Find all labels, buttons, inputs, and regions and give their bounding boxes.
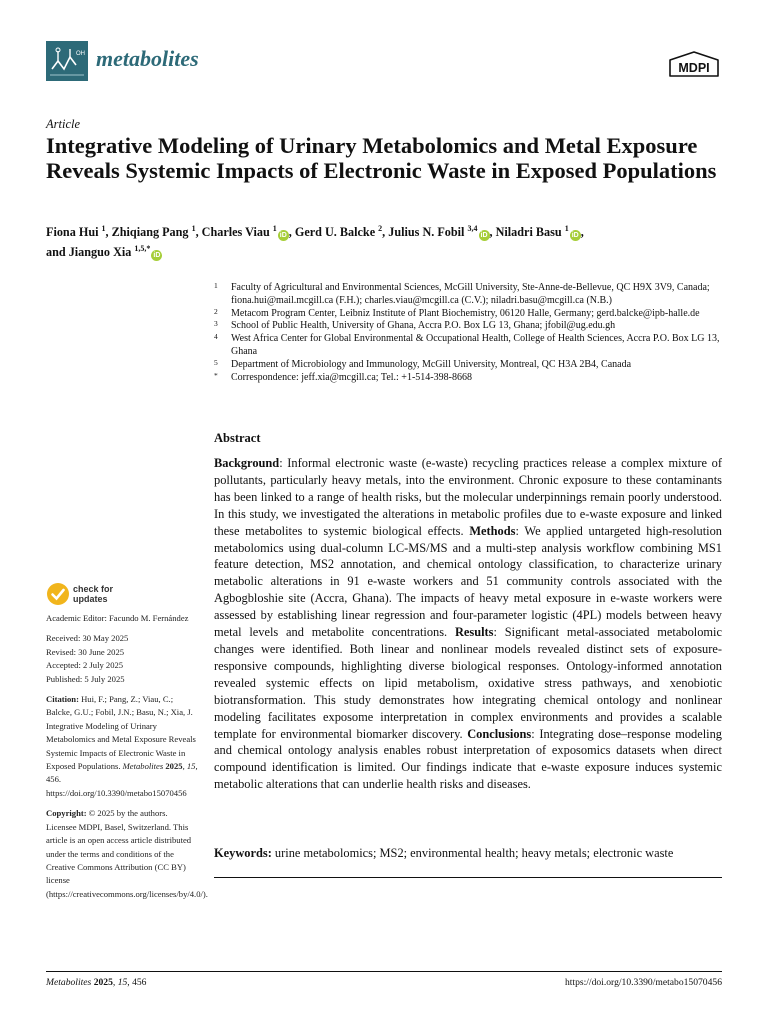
affiliation-item [214, 372, 724, 385]
methods-text: : We applied untargeted high-resolution metabolomics using dual-column LC-MS/MS and a multi-step analysis workflow combining MS1 feature detection, MS2 annotation, and chemical ontology classification, to characterize urinary metabolic alterations in 91 e-waste workers and 51 community controls associated with the Agbogbloshie site (Accra, Ghana). The impacts of heavy metal exposure in e-waste workers were assessed by establishing linear regression and four-parameter logistic (4PL) models between heavy metal levels and metabolite concentrations. [214, 523, 722, 640]
affiliation-item [214, 308, 724, 321]
author [295, 225, 382, 239]
keywords [214, 845, 724, 861]
author-name[interactable]: Gerd U. Balcke [294, 225, 379, 239]
journal-name: metabolites [96, 46, 199, 71]
footer-year: 2025 [91, 977, 113, 988]
paper-title: Integrative Modeling of Urinary Metabolomics and Metal Exposure Reveals Systemic Impacts of Electronic Waste in Exposed Populations [46, 133, 717, 183]
author-name[interactable]: Zhiqiang Pang [111, 225, 192, 239]
author-name[interactable]: Charles Viau [201, 225, 273, 239]
article-type: Article [46, 117, 81, 131]
author-affiliation-mark: 1 [272, 223, 277, 233]
orcid-icon[interactable]: iD [153, 252, 161, 259]
affiliations [214, 282, 724, 384]
author-affiliation-mark: 3,4 [467, 223, 478, 233]
affiliation-text: Faculty of Agricultural and Environmental Sciences, McGill University, Ste-Anne-de-Bellevue, QC H9X 3V9, Canada; fiona.hui@mail.mcgill.ca (F.H.); charles.viau@mcgill.ca (C.V.); niladri.basu@mcgill.ca (N.B.) [231, 282, 710, 306]
footer-divider [46, 971, 722, 972]
background-label: Background [214, 456, 280, 470]
check-updates-icon [46, 582, 70, 606]
author-affiliation-mark: 1 [564, 223, 569, 233]
affiliation-number: 1 [214, 281, 218, 290]
methods-label: Methods [469, 523, 516, 538]
affiliation-text: Correspondence: jeff.xia@mcgill.ca; Tel.: +1-514-398-8668 [231, 371, 472, 383]
affiliation-item [214, 320, 724, 333]
citation-journal: Metabolites [122, 761, 164, 772]
published-date: Published: 5 July 2025 [46, 673, 125, 684]
conclusions-label: Conclusions [467, 726, 532, 741]
affiliation-number: 5 [214, 357, 218, 367]
orcid-icon[interactable]: iD [480, 232, 488, 239]
footer-journal: Metabolites [46, 977, 92, 988]
affiliation-number: 2 [214, 306, 218, 316]
copyright-text: © 2025 by the authors. Licensee MDPI, Basel, Switzerland. This article is an open access article distributed under the terms and conditions of the Creative Commons Attribution (CC BY) license (https://creativecommons.org/licenses/by/4.0/). [46, 808, 208, 899]
affiliation-text: School of Public Health, University of Ghana, Accra P.O. Box LG 13, Ghana; jfobil@ug.edu.gh [231, 320, 616, 332]
copyright [46, 807, 208, 901]
citation [46, 693, 198, 800]
affiliation-text: Department of Microbiology and Immunology, McGill University, Montreal, QC H3A 2B4, Canada [231, 358, 632, 370]
keywords-label: Keywords: [214, 846, 272, 860]
citation-year: 2025 [163, 761, 183, 772]
citation-label: Citation: [46, 694, 79, 705]
journal-logo [46, 41, 88, 81]
author-list: Fiona Hui $^1$, Zhiqiang Pang $^1$, Charles Viau $^1$iD , Gerd U. Balcke $^2$, Julius N. Fobil $^{3,4}$iD , Niladri Basu $^1$iD , and Jianguo Xia $^{1,5,*}$iD [46, 223, 584, 259]
author [496, 225, 581, 239]
author-affiliation-mark: 1 [191, 223, 196, 233]
citation-rest[interactable]: , 456. https://doi.org/10.3390/metabo15070456 [46, 761, 198, 798]
keywords-text: urine metabolomics; MS2; environmental health; heavy metals; electronic waste [271, 846, 674, 860]
author-affiliation-mark: 2 [378, 223, 383, 233]
molecule-structure-icon [46, 41, 88, 81]
affiliation-item [214, 333, 724, 359]
logo-text: OH [76, 51, 85, 57]
results-label: Results [454, 625, 494, 640]
affiliation-number: * [214, 370, 218, 380]
author-affiliation-mark: 1 [101, 223, 106, 233]
abstract-body [214, 455, 722, 793]
background-text: : Informal electronic waste (e-waste) recycling practices release a complex mixture of pollutants, particularly heavy metals, into the environment. Chronic exposure to these contaminants has been linked to a range of health risks, but the molecular underpinnings remain poorly understood. In this study, we investigated the alterations in metabolic profiles due to e-waste exposure and linked these metabolites to systemic biological effects. [214, 456, 722, 538]
conclusions-text: : Integrating dose–response modeling and chemical ontology analysis enables robust interpretation of exposomics datasets when direct compound identification is limited. Our findings indicate that e-waste exposure induces systemic metabolic alterations that can underlie health risks and diseases. [214, 726, 722, 792]
academic-editor: Academic Editor: Facundo M. Fernández [46, 613, 189, 623]
footer-citation [46, 977, 146, 988]
author [202, 225, 289, 239]
citation-text: Hui, F.; Pang, Z.; Viau, C.; Balcke, G.U.; Fobil, J.N.; Basu, N.; Xia, J. Integrative Modeling of Urinary Metabolomics and Metal Exposure Reveals Systemic Impacts of Electronic Waste in Exposed Populations. [46, 694, 196, 772]
sidebar [46, 612, 208, 908]
check-for-updates-badge[interactable] [46, 582, 136, 608]
accepted-date: Accepted: 2 July 2025 [46, 660, 124, 671]
footer-pages: , 456 [127, 977, 147, 988]
author-name[interactable]: Niladri Basu [495, 225, 565, 239]
orcid-icon[interactable]: iD [571, 232, 579, 239]
author [69, 245, 163, 259]
author [46, 225, 106, 239]
revised-date: Revised: 30 June 2025 [46, 646, 125, 657]
orcid-icon[interactable]: iD [279, 232, 287, 239]
results-text: : Significant metal-associated metabolomic changes were identified. Both linear and nonlinear models revealed distinct sets of exposure-responsive compounds, highlighting diverse biological responses. Ontology-informed annotation revealed systemic effects on lipid metabolism, oxidative stress pathways, and xenobiotic biotransformation. This study demonstrates how integrating chemical ontology and nonlinear modeling facilitates exposome interpretation in complex environments and provides a scalable template for environmental biomarker discovery. [214, 625, 722, 741]
copyright-label: Copyright: [46, 808, 87, 819]
author-conjunction: and [46, 245, 69, 259]
check-updates-line2: updates [73, 594, 108, 604]
affiliation-text: Metacom Program Center, Leibniz Institute of Plant Biochemistry, 06120 Halle, Germany; gerd.balcke@ipb-halle.de [231, 307, 700, 319]
affiliation-number: 3 [214, 319, 218, 329]
check-updates-line1: check for [73, 584, 114, 594]
author [112, 225, 196, 239]
dates [46, 632, 198, 686]
affiliation-item [214, 359, 724, 372]
footer-volume: , 15 [112, 977, 128, 988]
author-affiliation-mark: 1,5,* [134, 243, 151, 253]
author-name[interactable]: Jianguo Xia [68, 245, 135, 259]
abstract-heading: Abstract [214, 431, 261, 445]
citation-volume: , 15 [182, 761, 196, 772]
affiliation-text: West Africa Center for Global Environmental & Occupational Health, College of Health Sciences, Accra P.O. Box LG 13, Ghana [231, 333, 720, 357]
author-name[interactable]: Fiona Hui [46, 225, 102, 239]
publisher-logo [666, 50, 722, 80]
author-name[interactable]: Julius N. Fobil [388, 225, 468, 239]
affiliation-item [214, 282, 724, 308]
publisher-name: MDPI [678, 61, 710, 75]
affiliation-number: 4 [214, 332, 218, 342]
received-date: Received: 30 May 2025 [46, 633, 129, 644]
divider [214, 877, 722, 878]
author [388, 225, 489, 239]
footer-doi-link[interactable]: https://doi.org/10.3390/metabo15070456 [564, 977, 722, 988]
